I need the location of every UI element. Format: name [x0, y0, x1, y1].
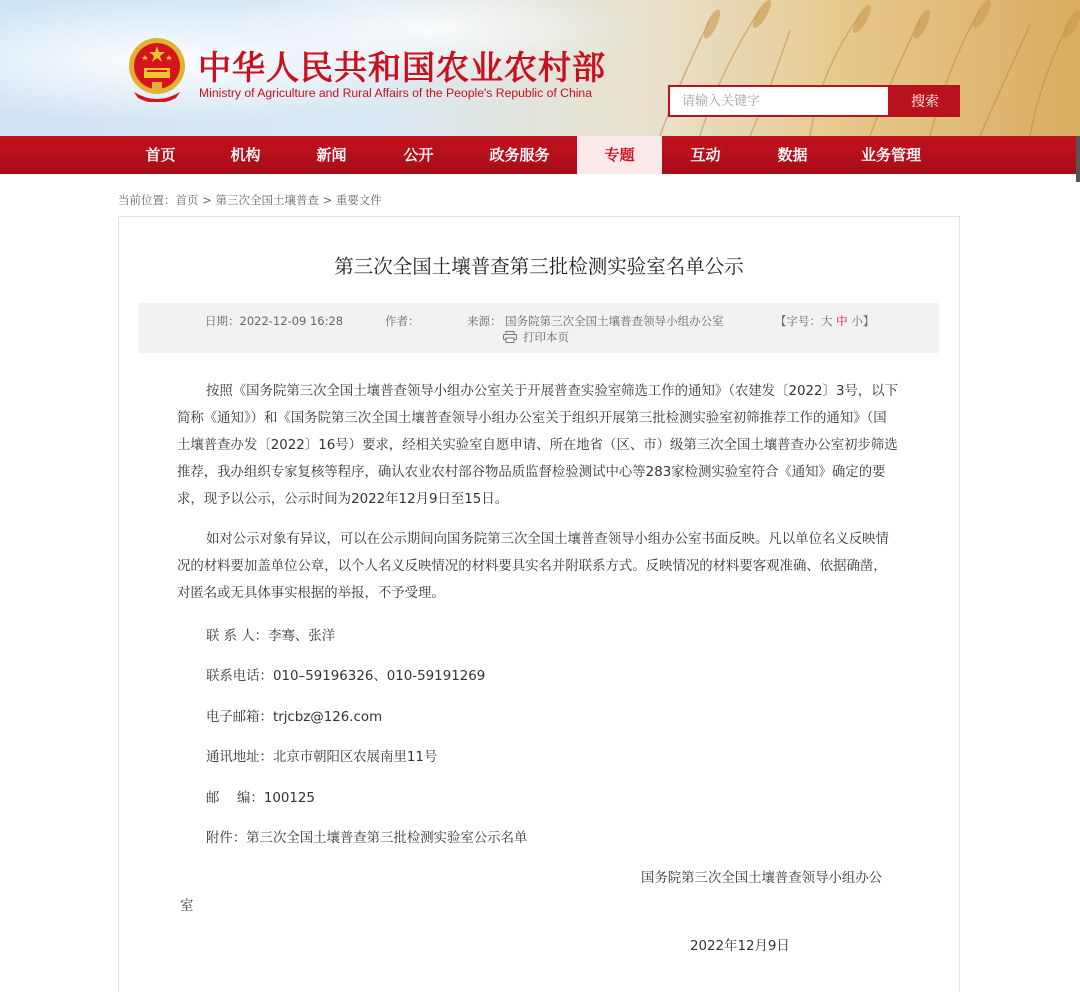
article-paragraph-1: 按照《国务院第三次全国土壤普查领导小组办公室关于开展普查实验室筛选工作的通知》（农建发〔2022〕3号，以下简称《通知》）和《国务院第三次全国土壤普查领导小组办公室关于组织开展第三批检测实验室初筛推荐工作的通知》（国土壤普查办发〔2022〕16号）要求，经相关实验室自愿申请、所在地省（区、市）级第三次全国土壤普查办公室初步筛选推荐，我办组织专家复核等程序，确认农业农村部谷物品质监督检验测试中心等283家检测实验室符合《通知》确定的要求，现予以公示，公示时间为2022年12月9日至15日。	[177, 384, 899, 507]
source-value: 国务院第三次全国土壤普查领导小组办公室	[505, 314, 724, 328]
article-date: 日期：2022-12-09 16:28	[205, 314, 344, 328]
nav-item-news[interactable]: 新闻	[316, 146, 347, 164]
printer-icon	[503, 331, 517, 343]
site-title: 中华人民共和国农业农村部	[198, 48, 606, 87]
source-label: 来源：	[467, 314, 502, 328]
font-size-label: 【字号：	[775, 314, 821, 328]
attachment-label: 附件：	[206, 831, 247, 846]
print-label: 打印本页	[523, 330, 569, 344]
breadcrumb-prefix: 当前位置：	[118, 193, 176, 207]
search-input[interactable]	[668, 85, 890, 117]
nav-item-gov-services[interactable]: 政务服务	[489, 146, 550, 164]
national-emblem-icon	[126, 36, 188, 102]
font-size-medium[interactable]: 中	[836, 314, 848, 328]
breadcrumb-home[interactable]: 首页	[175, 193, 199, 207]
contact-email: 电子邮箱：trjcbz@126.com	[206, 710, 383, 725]
font-size-control	[775, 313, 874, 329]
breadcrumb-separator: >	[318, 193, 336, 207]
font-size-large[interactable]: 大	[821, 314, 833, 328]
font-size-close: 】	[862, 314, 875, 328]
nav-item-topics[interactable]: 专题	[577, 136, 662, 174]
contact-person: 联 系 人：李骞、张洋	[206, 629, 336, 644]
print-page-link[interactable]	[503, 329, 569, 345]
contact-phone: 联系电话：010–59196326、010-59191269	[206, 669, 486, 684]
font-size-small[interactable]: 小	[851, 314, 863, 328]
search-button[interactable]: 搜索	[890, 85, 960, 117]
breadcrumb-important-docs[interactable]: 重要文件	[335, 193, 382, 207]
signature-organization: 国务院第三次全国土壤普查领导小组办公	[641, 871, 883, 886]
article-paragraph-2: 如对公示对象有异议，可以在公示期间向国务院第三次全国土壤普查领导小组办公室书面反映。凡以单位名义反映情况的材料要加盖单位公章，以个人名义反映情况的材料要具实名并附联系方式。反映情况的材料要客观准确、依据确凿，对匿名或无具体事实根据的举报，不予受理。	[177, 532, 889, 601]
nav-item-home[interactable]: 首页	[145, 146, 176, 164]
main-nav	[0, 136, 1080, 174]
attachment-link[interactable]: 第三次全国土壤普查第三批检测实验室公示名单	[246, 831, 528, 846]
signature-organization-wrap: 室	[180, 899, 194, 914]
nav-item-business[interactable]: 业务管理	[860, 146, 921, 164]
breadcrumb	[118, 192, 382, 208]
attachment	[206, 827, 527, 846]
scrollbar-edge	[1076, 136, 1080, 182]
nav-item-data[interactable]: 数据	[777, 146, 808, 164]
article-author: 作者：	[385, 314, 420, 328]
article-container	[118, 216, 960, 992]
nav-item-interaction[interactable]: 互动	[690, 146, 721, 164]
contact-address: 通讯地址：北京市朝阳区农展南里11号	[206, 750, 438, 765]
breadcrumb-separator: >	[198, 193, 216, 207]
breadcrumb-soil-census[interactable]: 第三次全国土壤普查	[215, 193, 319, 207]
signature-date: 2022年12月9日	[690, 939, 790, 954]
nav-item-organization[interactable]: 机构	[230, 146, 261, 164]
article-meta-bar	[139, 303, 939, 353]
nav-item-public[interactable]: 公开	[403, 146, 434, 164]
article-source	[467, 313, 724, 329]
site-title-english: Ministry of Agriculture and Rural Affairs of the People's Republic of China	[199, 86, 592, 100]
contact-postcode: 邮 编：100125	[206, 791, 315, 806]
article-title: 第三次全国土壤普查第三批检测实验室名单公示	[334, 255, 744, 278]
site-header	[0, 0, 1080, 136]
